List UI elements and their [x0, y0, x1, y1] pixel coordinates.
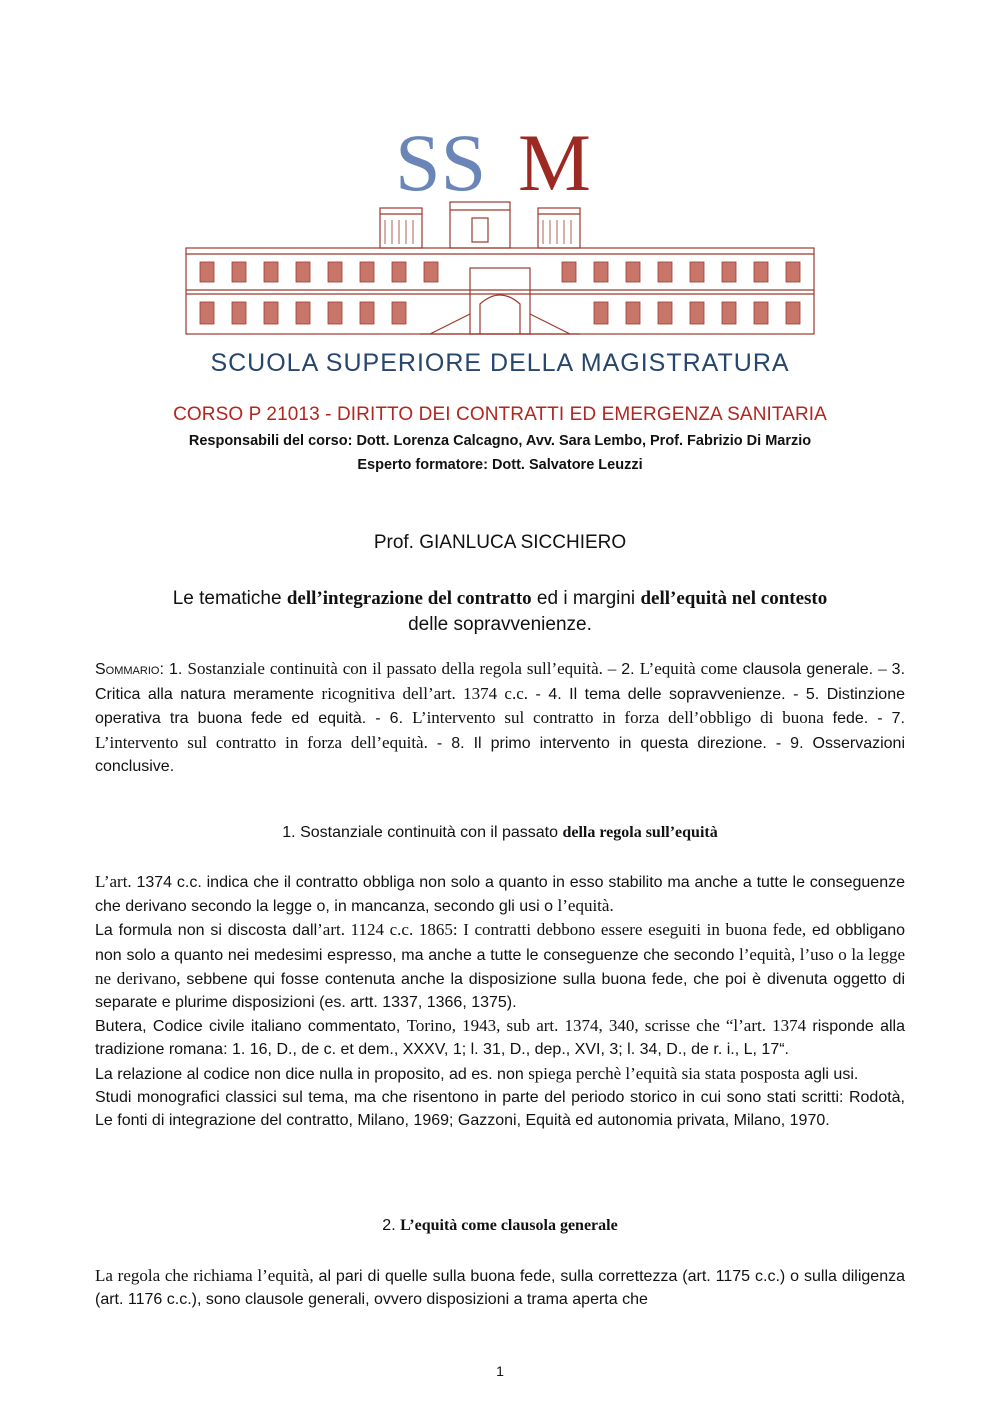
summary-text: Sostanziale continuità con il passato della regola sull’equità. – [187, 659, 622, 678]
logo-acronym-red: M [518, 118, 591, 208]
text-run: ed obbligano non solo a quanto nei medesimi espresso, ma anche a tutte le conseguenze che secondo [95, 922, 905, 964]
text-run: ’art. 1124 c.c. 1865: I contratti debbono essere eseguiti in buona fede, [317, 920, 807, 940]
text-run: La regola che richiama l’equità, [95, 1266, 314, 1285]
text-run: spiega perchè l’equità sia stata posposta [528, 1063, 800, 1083]
text-run: l’equità, l’uso o la legge ne derivano, [95, 944, 905, 988]
text-run: La formula non si discosta dall [95, 922, 318, 940]
section-title-emphasis: della regola sull’equità [562, 824, 718, 841]
section-title-text: 1. Sostanziale continuità con il passato [282, 824, 563, 841]
subtitle-part: Le tematiche [172, 588, 287, 609]
text-run: sebbene qui fosse contenuta anche la disposizione sulla buona fede, che poi è divenuta oggetto di separate e plurime disposizioni (es. artt. 1337, 1366, 1375). [95, 970, 905, 1012]
palace-windows-upper [200, 262, 800, 282]
paragraph [95, 1264, 905, 1311]
logo-school-name: SCUOLA SUPERIORE DELLA MAGISTRATURA [210, 349, 790, 377]
course-trainer: Esperto formatore: Dott. Salvatore Leuzzi [357, 457, 643, 473]
text-run: al pari di quelle sulla buona fede, sulla correttezza (art. 1175 c.c.) o sulla diligenza (art. 1176 c.c.), sono clausole generali, ovvero disposizioni a trama aperta che [95, 1268, 906, 1309]
section-1-title [0, 824, 1000, 842]
course-responsibles: Responsabili del corso: Dott. Lorenza Calcagno, Avv. Sara Lembo, Prof. Fabrizio Di Marzio [188, 433, 812, 449]
page-number: 1 [496, 1363, 504, 1379]
paragraph [95, 918, 905, 1014]
section-1-body [95, 870, 905, 1132]
palace-windows-lower [200, 302, 800, 324]
paragraph [95, 870, 905, 918]
summary-paragraph [95, 657, 905, 779]
summary-text: – [878, 659, 892, 678]
subtitle-part: ed i margini [531, 588, 641, 609]
section-title-emphasis: L’equità come clausola generale [400, 1217, 618, 1234]
summary-text: fede. - 7. [832, 710, 905, 727]
text-run: 1374 c.c. indica che il contratto obbliga non solo a quanto in esso stabilito ma anche a tutte le conseguenze che derivano secondo la legge o, in mancanza, secondo gli usi o [95, 874, 905, 916]
palace-illustration-icon [186, 202, 814, 334]
text-run: La relazione al codice non dice nulla in proposito, ad es. non [95, 1065, 529, 1083]
text-run: l’equità. [557, 896, 614, 916]
text-run: Torino, 1943, sub art. 1374, 340, scrisse che “l’art. 1374 [406, 1016, 807, 1036]
author-name: Prof. GIANLUCA SICCHIERO [373, 532, 627, 553]
text-run: risponde alla tradizione romana: 1. 16, D., de c. et dem., XXXV, 1; l. 31, D., dep., XVI, 3; l. 34, D., de r. i., L, 17“. [95, 1018, 906, 1059]
summary-text: clausola generale. [737, 661, 879, 678]
summary-text: : 1. [159, 661, 188, 678]
subtitle-part: delle sopravvenienze. [408, 614, 592, 635]
summary-label: Sommario [95, 661, 160, 678]
summary-text: - 4. Il tema delle sopravvenienze. - 5. Distinzione operativa tra buona fede ed equità. - 6. [95, 685, 905, 727]
paragraph [95, 1062, 905, 1086]
section-2-title [0, 1217, 1000, 1235]
summary-text: 2. [621, 661, 640, 678]
document-subtitle [90, 586, 910, 638]
paragraph: Studi monografici classici sul tema, ma che risentono in parte del periodo storico in cui sono stati scritti: Rodotà, Le fonti di integrazione del contratto, Milano, 1969; Gazzoni, Equità ed autonomia privata, Milano, 1970. [95, 1088, 905, 1130]
summary-text: ricognitiva dell’art. 1374 c.c. [321, 683, 529, 703]
summary-text: L’intervento sul contratto in forza dell’obbligo di buona [412, 708, 833, 727]
summary-text: 3. Critica alla natura meramente [95, 661, 906, 703]
text-run: agli usi. [799, 1065, 859, 1083]
text-run: Butera, Codice civile italiano commentato, [95, 1018, 407, 1036]
section-title-text: 2. [382, 1217, 401, 1234]
summary-text: - 8. Il primo intervento in questa direzione. - 9. Osservazioni conclusive. [95, 734, 906, 775]
course-title: CORSO P 21013 - DIRITTO DEI CONTRATTI ED EMERGENZA SANITARIA [173, 404, 827, 425]
paragraph [95, 1014, 905, 1061]
subtitle-emphasis: dell’equità nel contesto [640, 588, 828, 609]
summary-text: L’intervento sul contratto in forza dell’equità. [95, 732, 428, 752]
section-2-body [95, 1264, 905, 1311]
subtitle-emphasis: dell’integrazione del contratto [286, 588, 532, 609]
summary-text: L’equità come [639, 659, 738, 678]
logo-acronym-blue: SS [395, 118, 487, 208]
text-run: L’art. [95, 872, 132, 891]
ssm-logo [180, 118, 820, 380]
